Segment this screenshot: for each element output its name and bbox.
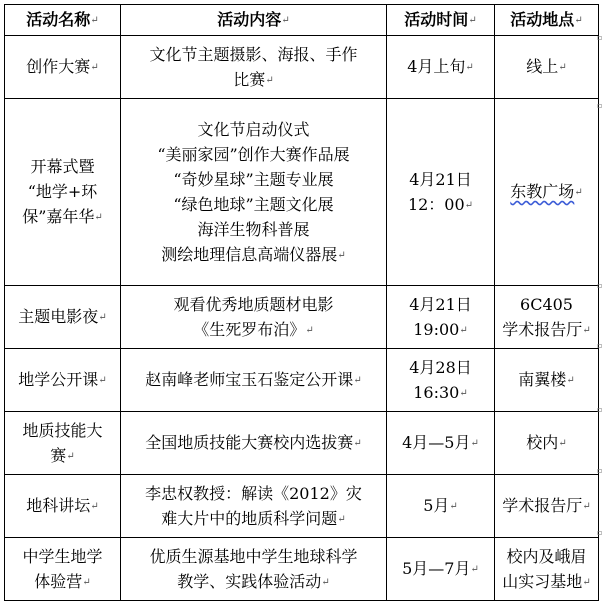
cell-activity-content — [121, 538, 387, 601]
cell-text-line: 开幕式暨 — [30, 157, 95, 176]
paragraph-mark-icon: ↵ — [574, 187, 583, 198]
cell-activity-content — [121, 349, 387, 412]
cell-text-line: “绿色地球”主题文化展 — [173, 194, 334, 214]
cell-text-line: 校内↵ — [526, 433, 567, 452]
cell-text-line: 东教广场↵ — [510, 182, 583, 201]
paragraph-mark-icon: ↵ — [470, 438, 479, 449]
cell-text-line: 5月↵ — [423, 496, 458, 515]
cell-text-line: 5月—7月↵ — [402, 559, 479, 578]
margin-mark: ▫ — [597, 405, 602, 414]
cell-activity-time — [387, 538, 495, 601]
cell-activity-place — [495, 538, 599, 601]
margin-mark: ▫ — [597, 466, 602, 475]
cell-text-line: 中学生地学 — [22, 546, 103, 566]
cell-activity-name — [5, 475, 121, 538]
paragraph-mark-icon: ↵ — [90, 62, 99, 73]
cell-text-line: 地科讲坛↵ — [26, 496, 99, 515]
table-row — [5, 286, 599, 349]
cell-text-line: “地学+环 — [27, 182, 98, 201]
paragraph-mark-icon: ↵ — [66, 450, 75, 462]
cell-activity-content — [121, 99, 387, 286]
cell-text-line: 4月21日 — [409, 294, 472, 314]
cell-activity-time — [387, 349, 495, 412]
cell-activity-time — [387, 475, 495, 538]
cell-text-line: 学术报告厅↵ — [502, 496, 591, 515]
cell-text-line: 《生死罗布泊》↵ — [193, 319, 314, 339]
paragraph-mark-icon: ↵ — [470, 564, 479, 575]
header-label: 活动名称 — [26, 10, 91, 29]
header-label: 活动地点 — [510, 10, 575, 29]
cell-text-line: 学术报告厅↵ — [502, 319, 591, 339]
cell-text-line: 全国地质技能大赛校内选拔赛↵ — [145, 433, 362, 452]
table-row — [5, 538, 599, 601]
header-activity-name — [5, 5, 121, 36]
cell-activity-place — [495, 286, 599, 349]
header-label: 活动内容 — [217, 10, 282, 29]
activity-schedule-table — [4, 4, 599, 601]
paragraph-mark-icon: ↵ — [337, 249, 346, 261]
cell-activity-name — [5, 349, 121, 412]
cell-text-line: 优质生源基地中学生地球科学 — [149, 546, 358, 566]
cell-text-line: 线上↵ — [526, 57, 567, 76]
cell-activity-time — [387, 36, 495, 99]
paragraph-mark-icon: ↵ — [98, 312, 107, 323]
cell-text-line: 地学公开课↵ — [18, 370, 107, 389]
cell-text-line: “美丽家园”创作大赛作品展 — [157, 144, 350, 164]
cell-text-line: 4月28日 — [409, 357, 472, 377]
table-row — [5, 349, 599, 412]
paragraph-mark-icon: ↵ — [582, 576, 591, 588]
cell-text-line: 山实习基地↵ — [502, 571, 591, 591]
paragraph-mark-icon: ↵ — [90, 15, 99, 26]
paragraph-mark-icon: ↵ — [464, 199, 474, 211]
paragraph-mark-icon: ↵ — [281, 15, 290, 26]
paragraph-mark-icon: ↵ — [459, 324, 468, 336]
cell-text-line: 难大片中的地质科学问题↵ — [161, 508, 346, 528]
margin-mark: ▫ — [597, 528, 602, 537]
cell-activity-name — [5, 538, 121, 601]
cell-text-line: 教学、实践体验活动↵ — [177, 571, 330, 591]
paragraph-mark-icon: ↵ — [558, 438, 567, 449]
cell-text-line: 保”嘉年华↵ — [22, 207, 103, 226]
cell-activity-name — [5, 36, 121, 99]
cell-activity-name — [5, 286, 121, 349]
cell-text-line: 南翼楼↵ — [518, 370, 575, 389]
cell-text-line: 体验营↵ — [34, 571, 91, 591]
paragraph-mark-icon: ↵ — [353, 438, 362, 449]
cell-text-line: 比赛↵ — [233, 69, 274, 89]
paragraph-mark-icon: ↵ — [582, 501, 591, 512]
cell-text-line: 文化节启动仪式 — [197, 119, 310, 139]
paragraph-mark-icon: ↵ — [82, 576, 91, 588]
cell-activity-place — [495, 475, 599, 538]
paragraph-mark-icon: ↵ — [468, 15, 477, 26]
table-row — [5, 412, 599, 475]
cell-text-line: 文化节主题摄影、海报、手作 — [149, 44, 358, 64]
cell-text-line: 测绘地理信息高端仪器展↵ — [161, 244, 346, 264]
cell-text-line: 12：00↵ — [407, 194, 474, 214]
cell-activity-place — [495, 349, 599, 412]
cell-text-line: 观看优秀地质题材电影 — [173, 294, 334, 314]
cell-text-line: 赛↵ — [50, 445, 75, 465]
margin-mark: ▫ — [597, 33, 602, 42]
cell-text-line: 海洋生物科普展 — [197, 219, 310, 239]
margin-mark: ▫ — [597, 281, 602, 290]
paragraph-mark-icon: ↵ — [459, 387, 468, 399]
cell-activity-time — [387, 99, 495, 286]
paragraph-mark-icon: ↵ — [449, 501, 458, 512]
paragraph-mark-icon: ↵ — [98, 375, 107, 386]
cell-text-line: “奇妙星球”主题专业展 — [173, 169, 334, 189]
table-row — [5, 36, 599, 99]
paragraph-mark-icon: ↵ — [94, 212, 103, 223]
paragraph-mark-icon: ↵ — [90, 501, 99, 512]
cell-activity-place — [495, 99, 599, 286]
cell-activity-content — [121, 286, 387, 349]
cell-activity-content — [121, 36, 387, 99]
margin-mark: ▫ — [597, 101, 602, 110]
cell-text-line: 4月21日 — [409, 169, 472, 189]
paragraph-mark-icon: ↵ — [305, 324, 314, 336]
table-row — [5, 99, 599, 286]
margin-mark: ▫ — [597, 341, 602, 350]
paragraph-mark-icon: ↵ — [566, 375, 575, 386]
cell-activity-name — [5, 412, 121, 475]
cell-activity-content — [121, 475, 387, 538]
paragraph-mark-icon: ↵ — [321, 576, 330, 588]
header-activity-time — [387, 5, 495, 36]
table-row — [5, 475, 599, 538]
cell-activity-place — [495, 412, 599, 475]
header-row — [5, 5, 599, 36]
paragraph-mark-icon: ↵ — [558, 62, 567, 73]
paragraph-mark-icon: ↵ — [582, 324, 591, 336]
header-label: 活动时间 — [404, 10, 469, 29]
cell-activity-name — [5, 99, 121, 286]
cell-text-line: 16:30↵ — [413, 382, 468, 402]
cell-text-line: 主题电影夜↵ — [18, 307, 107, 326]
paragraph-mark-icon: ↵ — [353, 375, 362, 386]
cell-text-line: 6C405 — [520, 294, 573, 314]
cell-text-line: 地质技能大 — [22, 420, 103, 440]
cell-text-line: 4月上旬↵ — [407, 57, 474, 76]
cell-text-line: 校内及峨眉 — [506, 546, 587, 566]
cell-text-line: 4月—5月↵ — [402, 433, 479, 452]
cell-text-line: 创作大赛↵ — [26, 57, 99, 76]
cell-activity-place — [495, 36, 599, 99]
header-activity-content — [121, 5, 387, 36]
cell-activity-time — [387, 412, 495, 475]
cell-activity-content — [121, 412, 387, 475]
paragraph-mark-icon: ↵ — [574, 15, 583, 26]
cell-text-line: 赵南峰老师宝玉石鉴定公开课↵ — [145, 370, 362, 389]
cell-text-line: 李忠权教授：解读《2012》灾 — [145, 483, 362, 503]
cell-text-line: 19:00↵ — [413, 319, 468, 339]
paragraph-mark-icon: ↵ — [465, 62, 474, 73]
cell-activity-time — [387, 286, 495, 349]
paragraph-mark-icon: ↵ — [265, 74, 274, 86]
header-activity-place — [495, 5, 599, 36]
paragraph-mark-icon: ↵ — [337, 513, 346, 525]
table-body — [5, 5, 599, 601]
